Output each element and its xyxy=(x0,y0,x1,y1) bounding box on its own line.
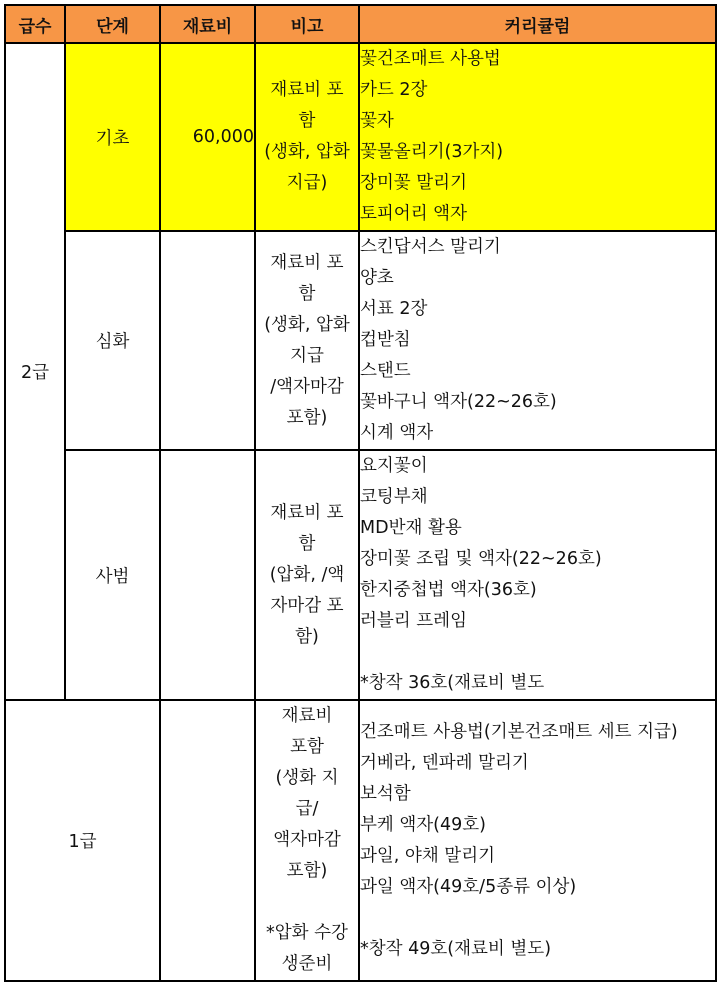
fee-cell xyxy=(160,700,255,981)
header-fee: 재료비 xyxy=(160,5,255,43)
fee-cell: 60,000 xyxy=(160,43,255,231)
table-row xyxy=(5,450,716,700)
curriculum-item: 장미꽃 조립 및 액자(22~26호) xyxy=(360,549,602,569)
blank-line xyxy=(360,637,715,668)
note-text: 재료비 포함 (생화 지 급/ 액자마감 포함) xyxy=(273,706,341,881)
curriculum-item: 과일, 야채 말리기 xyxy=(360,845,496,866)
level-1-cell: 1급 xyxy=(5,700,160,981)
fee-cell xyxy=(160,231,255,450)
note-cell: 재료비 포 함 (생화, 압화 지급) xyxy=(255,43,359,231)
header-row xyxy=(5,5,716,43)
note-cell: 재료비 포 함 (생화, 압화 지급 /액자마감 포함) xyxy=(255,231,359,450)
curriculum-item: 장미꽃 말리기 xyxy=(360,173,467,193)
curriculum-item: 코팅부채 xyxy=(360,487,428,507)
curriculum-item: 러블리 프레임 xyxy=(360,611,467,631)
header-curriculum: 커리큘럼 xyxy=(359,5,716,43)
table-row xyxy=(5,43,716,231)
curriculum-item: 꽃물올리기(3가지) xyxy=(360,142,504,162)
header-level: 급수 xyxy=(5,5,65,43)
curriculum-cell xyxy=(359,231,716,450)
curriculum-item: 한지중첩법 액자(36호) xyxy=(360,580,537,600)
curriculum-cell xyxy=(359,450,716,700)
note-extra: *압화 수강 생준비 xyxy=(266,923,348,974)
curriculum-item: 꽃바구니 액자(22~26호) xyxy=(360,392,557,412)
curriculum-item: 거베라, 덴파레 말리기 xyxy=(360,752,529,773)
curriculum-cell xyxy=(359,43,716,231)
curriculum-item: 카드 2장 xyxy=(360,80,428,100)
curriculum-cell xyxy=(359,700,716,981)
note-cell: 재료비 포 함 (압화, /액 자마감 포 함) xyxy=(255,450,359,700)
stage-cell: 기초 xyxy=(65,43,160,231)
curriculum-item: 부케 액자(49호) xyxy=(360,814,487,835)
curriculum-item: 컵받침 xyxy=(360,330,411,350)
blank-line xyxy=(360,903,715,934)
curriculum-item: 꽃자 xyxy=(360,111,394,131)
stage-cell: 사범 xyxy=(65,450,160,700)
blank-line xyxy=(256,887,358,918)
header-note: 비고 xyxy=(255,5,359,43)
stage-cell: 심화 xyxy=(65,231,160,450)
table-row xyxy=(5,700,716,981)
curriculum-item: 스킨답서스 말리기 xyxy=(360,237,501,257)
curriculum-item: 토피어리 액자 xyxy=(360,204,467,224)
level-2-cell: 2급 xyxy=(5,43,65,700)
curriculum-item: 과일 액자(49호/5종류 이상) xyxy=(360,876,577,897)
curriculum-table xyxy=(4,4,717,982)
creation-note: *창작 49호(재료비 별도) xyxy=(360,938,552,959)
curriculum-item: 양초 xyxy=(360,268,394,288)
curriculum-item: 보석함 xyxy=(360,783,411,804)
note-cell xyxy=(255,700,359,981)
curriculum-item: 서표 2장 xyxy=(360,299,428,319)
table-row xyxy=(5,231,716,450)
header-stage: 단계 xyxy=(65,5,160,43)
curriculum-item: MD반재 활용 xyxy=(360,518,462,538)
fee-cell xyxy=(160,450,255,700)
creation-note: *창작 36호(재료비 별도 xyxy=(360,673,545,693)
curriculum-item: 시계 액자 xyxy=(360,423,434,443)
curriculum-item: 요지꽃이 xyxy=(360,456,428,476)
curriculum-item: 스탠드 xyxy=(360,361,411,381)
curriculum-item: 꽃건조매트 사용법 xyxy=(360,49,501,69)
curriculum-item: 건조매트 사용법(기본건조매트 세트 지급) xyxy=(360,721,678,742)
